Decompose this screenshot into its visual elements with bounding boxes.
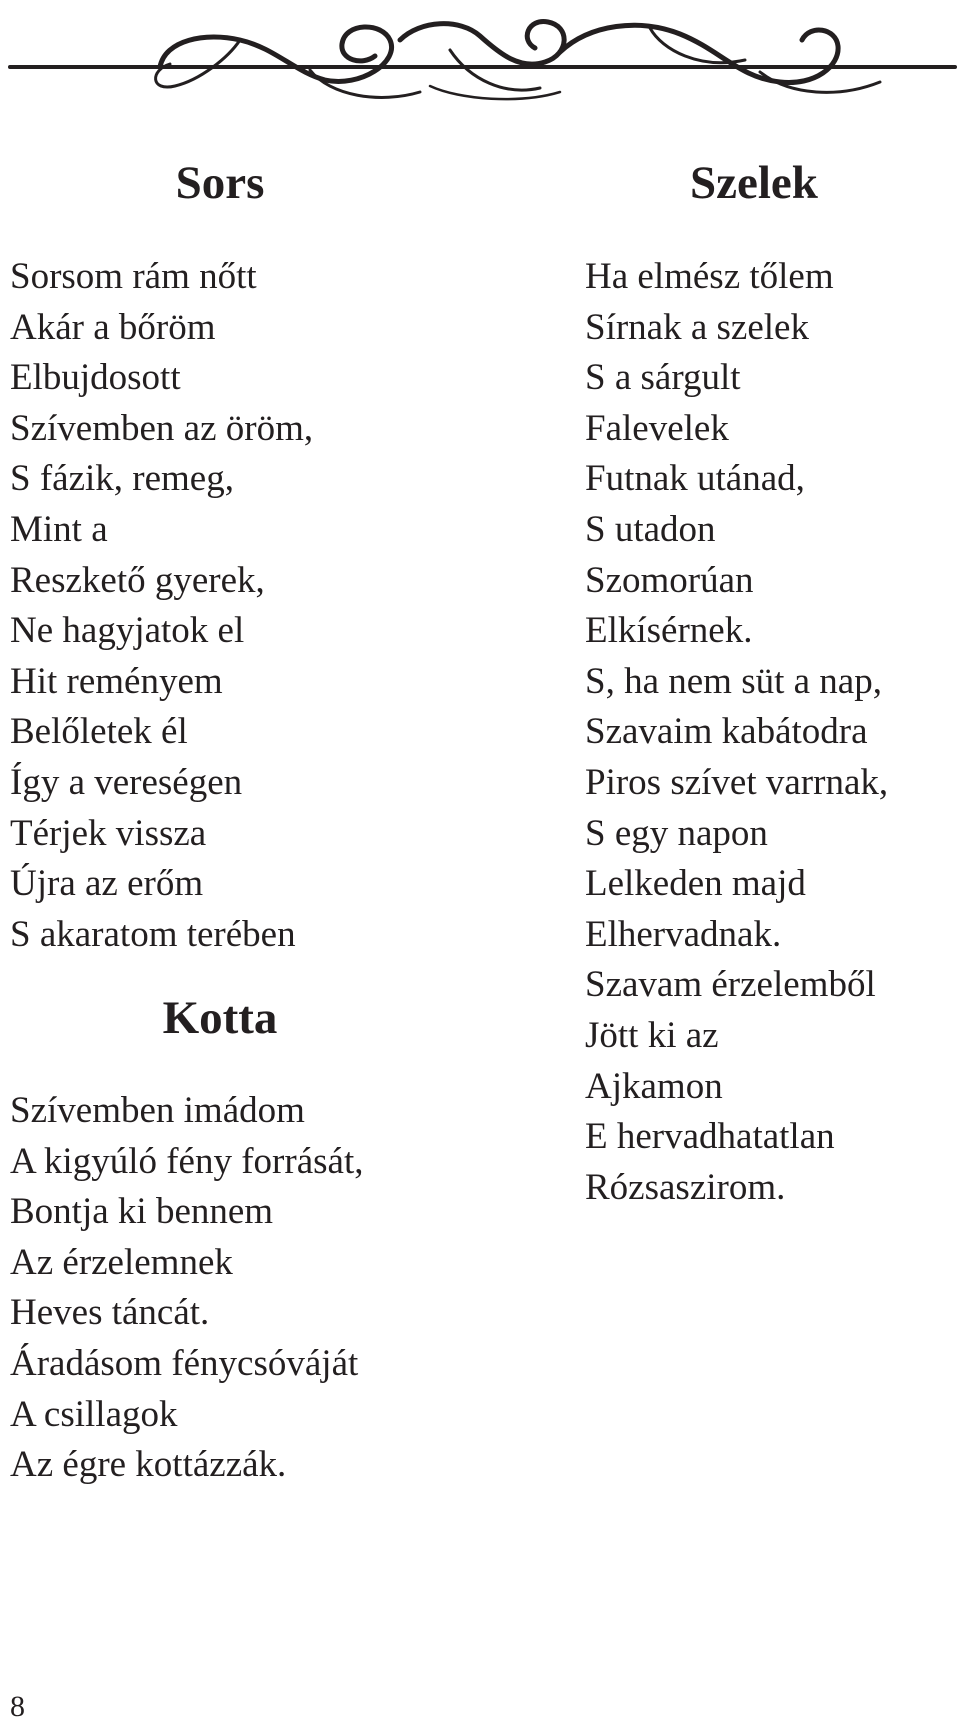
poem-line: Szívemben imádom [10,1090,305,1131]
poem-line: Újra az erőm [10,863,204,905]
poem-line: Akár a bőröm [10,306,216,348]
poem-line: Mint a [10,508,108,550]
poem-line: Így a vereségen [10,761,243,803]
poem-line: Ne hagyjatok el [10,610,245,652]
poem-line: Rózsaszirom. [585,1166,786,1208]
poem-line: S fázik, remeg, [10,458,234,500]
poem-line: Sorsom rám nőtt [10,256,257,297]
poem-line: S, ha nem süt a nap, [585,660,882,702]
poem-line: S akaratom terében [10,913,296,955]
poem-line: A csillagok [10,1393,178,1435]
poem-line: Szavaim kabátodra [585,711,868,753]
poem-sors [10,252,313,960]
poem-line: Hit reményem [10,660,223,702]
poem-title-sors: Sors [175,157,265,209]
poem-line: Bontja ki bennem [10,1191,274,1233]
poem-line: Belőletek él [10,711,188,753]
poem-line: Sírnak a szelek [585,306,809,348]
poem-line: Elkísérnek. [585,610,753,652]
poem-line: Elhervadnak. [585,913,782,955]
poem-line: S a sárgult [585,357,741,399]
poem-line: Elbujdosott [10,357,181,399]
poem-line: E hervadhatatlan [585,1116,835,1158]
poem-szelek [585,252,888,1213]
poem-line: Jött ki az [585,1014,719,1056]
poem-line: S egy napon [585,812,768,854]
poem-line: Falevelek [585,407,729,449]
poem-line: Az égre kottázzák. [10,1444,287,1486]
poem-line: A kigyúló fény forrását, [10,1140,364,1182]
poem-line: Heves táncát. [10,1292,210,1334]
poem-line: Futnak utánad, [585,458,805,500]
poem-title-szelek: Szelek [690,157,818,209]
page-number: 8 [10,1690,25,1723]
ornament-divider [0,0,960,120]
poem-line: Szívemben az öröm, [10,407,314,449]
poem-line: Az érzelemnek [10,1241,233,1283]
poem-line: Lelkeden majd [585,863,806,905]
poem-kotta [10,1086,363,1491]
poem-line: Szavam érzelemből [585,964,876,1006]
poem-line: Piros szívet varrnak, [585,761,889,803]
poem-line: Ha elmész tőlem [585,256,834,297]
poem-line: Áradásom fénycsóváját [10,1342,359,1384]
poem-title-kotta: Kotta [162,992,278,1044]
poem-line: Reszkető gyerek, [10,559,265,601]
poem-line: Térjek vissza [10,812,207,854]
poem-line: S utadon [585,508,716,550]
poem-line: Ajkamon [585,1065,723,1107]
poem-line: Szomorúan [585,559,754,601]
